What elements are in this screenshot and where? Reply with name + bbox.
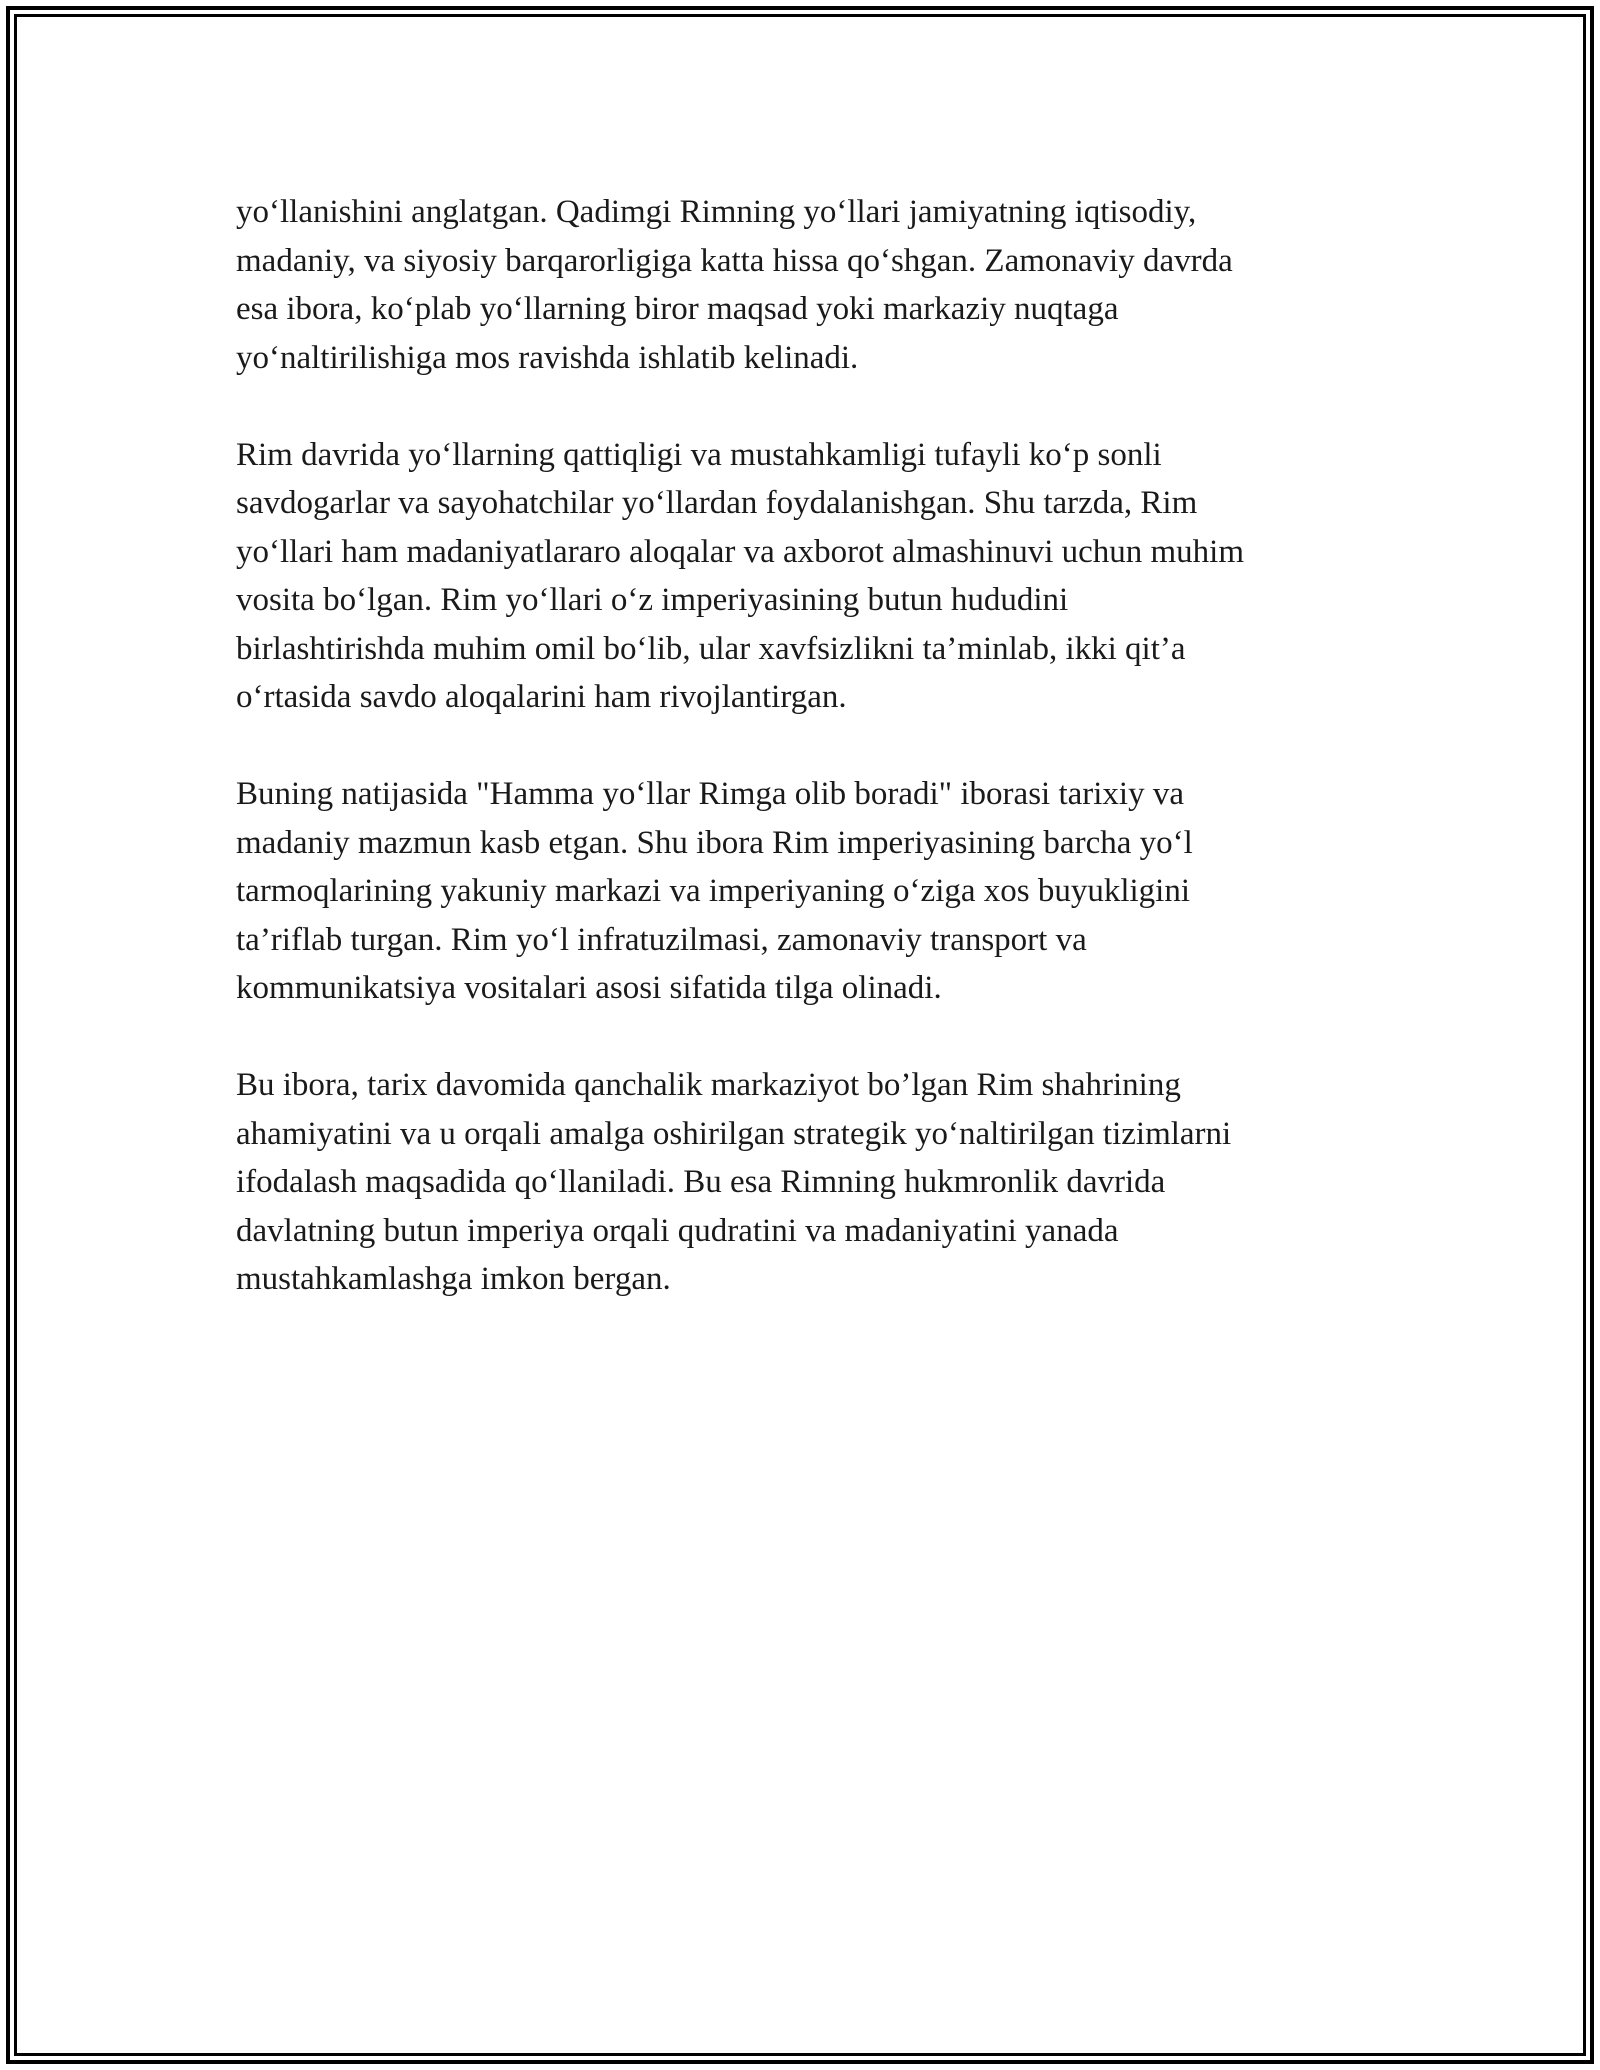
text-line: mustahkamlashga imkon bergan. (236, 1261, 671, 1297)
text-line: tarmoqlarining yakuniy markazi va imperiyaning o‘ziga xos buyukligini (236, 873, 1191, 909)
text-line: ta’riflab turgan. Rim yo‘l infratuzilmasi, zamonaviy transport va (236, 921, 1087, 958)
document-body (236, 188, 1366, 1352)
text-line: yo‘llari ham madaniyatlararo aloqalar va axborot almashinuvi uchun muhim (236, 533, 1245, 570)
text-line: madaniy, va siyosiy barqarorligiga katta hissa qo‘shgan. Zamonaviy davrda (236, 242, 1233, 279)
paragraph-1 (236, 188, 1366, 382)
text-line: kommunikatsiya vositalari asosi sifatida tilga olinadi. (236, 970, 942, 1006)
text-line: esa ibora, ko‘plab yo‘llarning biror maqsad yoki markaziy nuqtaga (236, 291, 1119, 327)
text-line: vosita bo‘lgan. Rim yo‘llari o‘z imperiyasining butun hududini (236, 582, 1069, 618)
text-line: Bu ibora, tarix davomida qanchalik markaziyot bo’lgan Rim shahrining (236, 1067, 1181, 1103)
text-line: davlatning butun imperiya orqali qudratini va madaniyatini yanada (236, 1212, 1119, 1249)
text-line: ahamiyatini va u orqali amalga oshirilgan strategik yo‘naltirilgan tizimlarni (236, 1115, 1232, 1152)
text-line: savdogarlar va sayohatchilar yo‘llardan foydalanishgan. Shu tarzda, Rim (236, 485, 1198, 521)
paragraph-3 (236, 770, 1366, 1013)
text-line: yo‘llanishini anglatgan. Qadimgi Rimning yo‘llari jamiyatning iqtisodiy, (236, 194, 1197, 230)
text-line: madaniy mazmun kasb etgan. Shu ibora Rim imperiyasining barcha yo‘l (236, 824, 1193, 861)
paragraph-4 (236, 1061, 1366, 1304)
text-line: o‘rtasida savdo aloqalarini ham rivojlantirgan. (236, 679, 847, 715)
text-line: yo‘naltirilishiga mos ravishda ishlatib kelinadi. (236, 339, 859, 376)
text-line: Buning natijasida "Hamma yo‘llar Rimga olib boradi" iborasi tarixiy va (236, 776, 1184, 812)
text-line: ifodalash maqsadida qo‘llaniladi. Bu esa Rimning hukmronlik davrida (236, 1164, 1166, 1200)
paragraph-2 (236, 431, 1366, 722)
text-line: birlashtirishda muhim omil bo‘lib, ular xavfsizlikni ta’minlab, ikki qit’a (236, 630, 1186, 667)
text-line: Rim davrida yo‘llarning qattiqligi va mustahkamligi tufayli ko‘p sonli (236, 436, 1162, 473)
